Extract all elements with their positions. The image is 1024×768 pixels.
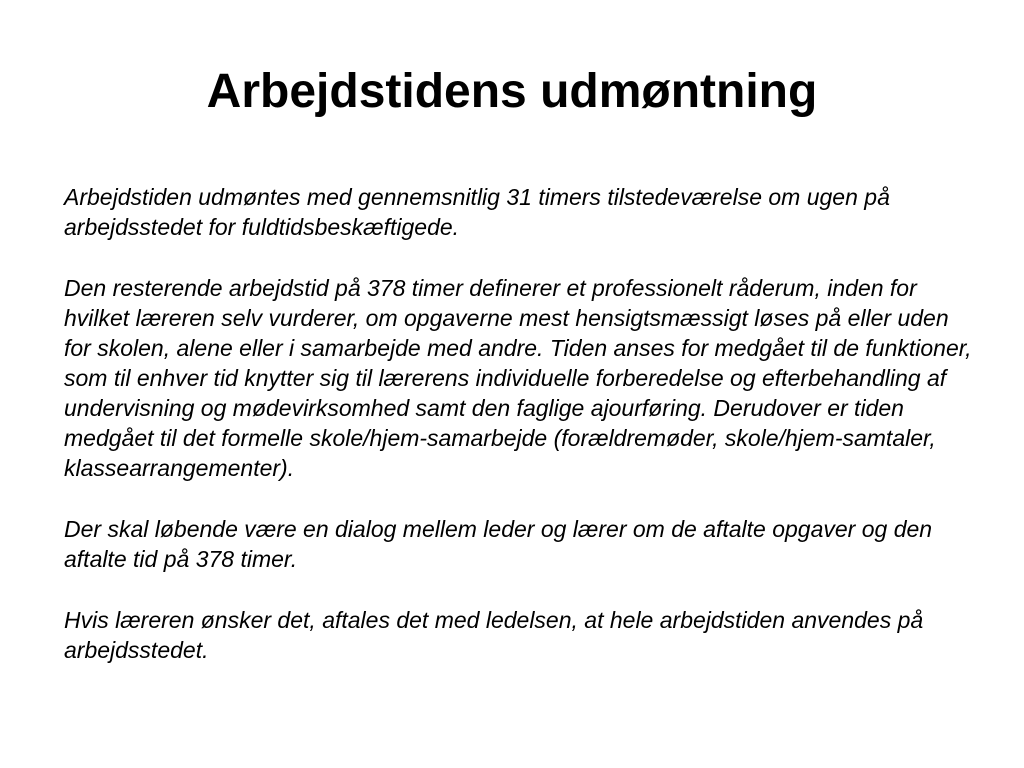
slide-body (64, 182, 974, 696)
paragraph-3: Der skal løbende være en dialog mellem leder og lærer om de aftalte opgaver og den aftalte tid på 378 timer. (64, 516, 933, 572)
paragraph-4: Hvis læreren ønsker det, aftales det med ledelsen, at hele arbejdstiden anvendes på arbejdsstedet. (64, 607, 924, 663)
paragraph-1: Arbejdstiden udmøntes med gennemsnitlig 31 timers tilstedeværelse om ugen på arbejdsstedet for fuldtidsbeskæftigede. (64, 184, 890, 240)
slide-title: Arbejdstidens udmøntning (206, 65, 818, 118)
paragraph-2: Den resterende arbejdstid på 378 timer definerer et professionelt råderum, inden for hvilket læreren selv vurderer, om opgaverne mest hensigtsmæssigt løses på eller uden for skolen, alene eller i samarbejde med andre. Tiden anses for medgået til de funktioner, som til enhver tid knytter sig til lærerens individuelle forberedelse og efterbehandling af undervisning og mødevirksomhed samt den faglige ajourføring. Derudover er tiden medgået til det formelle skole/hjem-samarbejde (forældremøder, skole/hjem-samtaler, klassearrangementer). (64, 275, 972, 481)
